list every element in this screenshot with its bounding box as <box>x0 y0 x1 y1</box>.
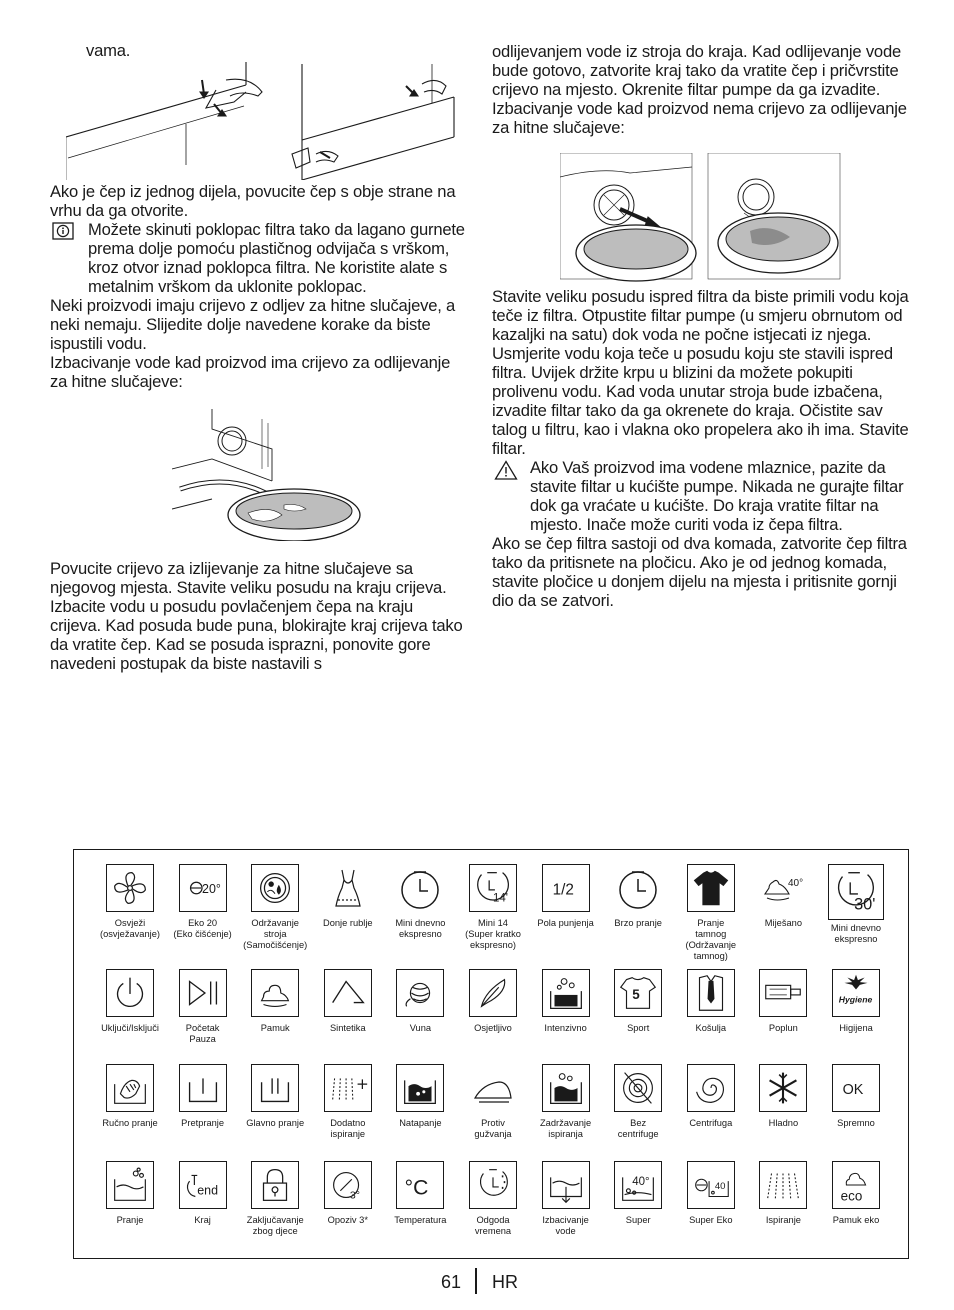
symbol-recall <box>312 1161 384 1226</box>
symbol-label: Pamuk eko <box>832 1215 880 1225</box>
symbol-delay <box>457 1161 529 1237</box>
symbol-half-load <box>530 864 602 929</box>
symbol-clock <box>384 864 456 940</box>
left-paragraph-4: Povucite crijevo za izlijevanje za hitne slučajeve sa njegovog mjesta. Stavite veliku posudu na kraju crijeva. Izbacite vodu u posudu povlačenjem čepa na kraju crijeva. Kad posuda bude puna, blokirajte kraj crijeva tako da vratite čep. Kad se posuda isprazni, ponovite gore navedeni postupak da biste nastavili s <box>50 559 463 673</box>
recall-icon <box>324 1161 372 1209</box>
symbol-fan <box>94 864 166 940</box>
figure-emergency-hose <box>172 409 362 541</box>
symbol-label: Pranje tamnog (Održavanje tamnog) <box>685 918 737 961</box>
symbol-label: Temperatura <box>394 1215 447 1225</box>
symbol-label: Centrifuga <box>689 1118 733 1128</box>
hygiene-value: Hygiene <box>838 994 873 1005</box>
dark-shirt-icon <box>687 864 735 912</box>
symbol-delicate <box>457 969 529 1034</box>
symbol-label: Ručno pranje <box>102 1118 158 1128</box>
symbol-label: Mini 14 (Super kratko ekspresno) <box>465 918 521 950</box>
symbol-rinse-hold <box>530 1064 602 1140</box>
warning-note-text: Ako Vaš proizvod ima vodene mlaznice, pazite da stavite filtar u kućište pumpe. Nikada ne gurajte filtar dok ga vraćate u kućište. Do kraja vratite filtar na mjesto. Inače može curiti voda iz čepa filtra. <box>530 458 904 534</box>
sport-value: 5 <box>632 986 640 1002</box>
symbol-duvet <box>747 969 819 1034</box>
symbols-row-3 <box>94 1064 890 1160</box>
symbol-label: Ispiranje <box>765 1215 801 1225</box>
symbol-label: Pamuk <box>260 1023 290 1033</box>
symbol-intensive <box>530 969 602 1034</box>
symbol-end <box>167 1161 239 1226</box>
info-note <box>50 220 468 296</box>
recall-value: 3° <box>349 1189 360 1202</box>
cotton-eco-value: eco <box>840 1188 863 1204</box>
symbol-label: Početak Pauza <box>185 1023 220 1044</box>
symbol-label: Mini dnevno ekspresno <box>395 918 446 939</box>
symbol-synthetic <box>312 969 384 1034</box>
symbol-spin <box>675 1064 747 1129</box>
symbols-row-1 <box>94 864 890 960</box>
symbol-extra-rinse <box>312 1064 384 1140</box>
symbol-label: Donje rublje <box>322 918 373 928</box>
program-symbols-legend <box>73 849 909 1259</box>
mixed-40-value: 40° <box>788 878 804 889</box>
half-load-icon <box>542 864 590 912</box>
drum-clean-icon <box>251 864 299 912</box>
symbol-sport <box>602 969 674 1034</box>
symbol-label: Eko 20 (Eko čišćenje) <box>173 918 232 939</box>
symbol-label: Opoziv 3* <box>327 1215 368 1225</box>
left-paragraph-2: Neki proizvodi imaju crijevo z odljev za hitne slučajeve, a neki nemaju. Slijedite dolje navedene korake da biste ispustili vodu. <box>50 296 456 353</box>
cotton-icon <box>251 969 299 1017</box>
warning-icon <box>494 460 518 484</box>
symbol-no-spin <box>602 1064 674 1140</box>
symbol-soak <box>384 1064 456 1129</box>
temperature-value: °C <box>405 1176 429 1200</box>
symbol-start-pause <box>167 969 239 1045</box>
left-continued-text: vama. <box>86 41 131 60</box>
eco-20-icon <box>179 864 227 912</box>
symbol-label: Super <box>625 1215 651 1225</box>
symbol-label: Hladno <box>768 1118 799 1128</box>
right-paragraph-3: Stavite veliku posudu ispred filtra da biste primili vodu koja teče iz filtra. Otpustite filtar pumpe (u smjeru obrnutom od kazaljki na satu) dok voda ne počne istjecati iz njega. Usmjerite vodu koja teče u posudu koju ste stavili ispred filtra. Uvijek držite krpu u blizini da možete pokupiti prolivenu vodu. Kad voda unutar stroja bude izbačena, izvadite filtar tako da ga okrenete do kraja. Očistite sav talog u filtru, kao i vlakna oko propelera ako ih ima. Stavite filtar. <box>492 287 909 458</box>
super-40-icon <box>614 1161 662 1209</box>
soak-icon <box>396 1064 444 1112</box>
warning-note <box>492 458 910 534</box>
fan-icon <box>106 864 154 912</box>
symbol-mini-14 <box>457 864 529 951</box>
symbol-wool <box>384 969 456 1034</box>
symbol-label: Spremno <box>837 1118 875 1128</box>
symbol-label: Intenzivno <box>544 1023 587 1033</box>
symbol-super <box>602 1161 674 1226</box>
right-column <box>492 42 910 137</box>
symbol-label: Izbacivanje vode <box>542 1215 589 1236</box>
symbol-label: Protiv gužvanja <box>474 1118 512 1139</box>
end-value: end <box>196 1183 218 1198</box>
figure-cap-removal <box>66 62 458 180</box>
symbol-hygiene <box>820 969 892 1034</box>
figure-filter-drain <box>560 153 842 283</box>
extra-rinse-icon <box>324 1064 372 1112</box>
ok-icon <box>832 1064 880 1112</box>
symbol-label: Bez centrifuge <box>617 1118 659 1139</box>
symbol-label: Osjetljivo <box>474 1023 512 1033</box>
delay-timer-icon <box>469 1161 517 1209</box>
drain-icon <box>542 1161 590 1209</box>
symbol-mixed <box>747 864 819 929</box>
symbol-label: Poplun <box>768 1023 798 1033</box>
symbol-wash <box>94 1161 166 1226</box>
hand-wash-icon <box>106 1064 154 1112</box>
symbol-mini-30 <box>820 864 892 945</box>
hygiene-icon <box>832 969 880 1017</box>
wool-icon <box>396 969 444 1017</box>
symbols-row-4 <box>94 1161 890 1257</box>
symbol-prewash <box>167 1064 239 1129</box>
info-icon <box>52 222 74 244</box>
left-paragraph-3: Izbacivanje vode kad proizvod ima crijevo za odlijevanje za hitne slučajeve: <box>50 353 451 391</box>
mini-14-value: 14' <box>493 892 508 905</box>
iron-icon <box>469 1064 517 1112</box>
symbol-super-eco <box>675 1161 747 1226</box>
symbol-label: Sport <box>627 1023 650 1033</box>
symbol-label: Higijena <box>839 1023 873 1033</box>
symbol-label: Mini dnevno ekspresno <box>830 923 882 944</box>
intensive-icon <box>542 969 590 1017</box>
sport-icon <box>614 969 662 1017</box>
snowflake-icon <box>759 1064 807 1112</box>
symbol-power <box>94 969 166 1034</box>
symbol-shirt <box>675 969 747 1034</box>
rinse-hold-icon <box>542 1064 590 1112</box>
symbol-label: Odgoda vremena <box>474 1215 512 1236</box>
symbol-label: Pretpranje <box>181 1118 225 1128</box>
clock-icon <box>396 864 444 912</box>
no-spin-icon <box>614 1064 662 1112</box>
mixed-40-icon <box>759 864 807 912</box>
symbol-label: Održavanje stroja (Samočišćenje) <box>243 918 308 950</box>
symbol-label: Super Eko <box>689 1215 733 1225</box>
symbol-label: Pranje <box>116 1215 144 1225</box>
symbol-lingerie <box>312 864 384 929</box>
lingerie-icon <box>324 864 372 912</box>
power-icon <box>106 969 154 1017</box>
symbol-dark-wash <box>675 864 747 962</box>
quick-clock-icon <box>614 864 662 912</box>
symbol-hand-wash <box>94 1064 166 1129</box>
symbol-label: Brzo pranje <box>614 918 662 928</box>
symbol-temperature <box>384 1161 456 1226</box>
symbol-cotton-eco <box>820 1161 892 1226</box>
feather-icon <box>469 969 517 1017</box>
symbol-eco-20 <box>167 864 239 940</box>
symbol-child-lock <box>239 1161 311 1237</box>
page-number: 61 <box>441 1272 462 1292</box>
symbol-label: Zadržavanje ispiranja <box>540 1118 592 1139</box>
symbol-label: Miješano <box>764 918 802 928</box>
symbol-label: Natapanje <box>399 1118 442 1128</box>
symbol-label: Sintetika <box>329 1023 366 1033</box>
clock-30-icon <box>828 864 884 920</box>
left-paragraph-1: Ako je čep iz jednog dijela, povucite čep s obje strane na vrhu da ga otvorite. <box>50 182 456 220</box>
symbol-label: Vuna <box>409 1023 432 1033</box>
symbol-quick <box>602 864 674 929</box>
cotton-eco-icon <box>832 1161 880 1209</box>
symbol-label: Kraj <box>194 1215 211 1225</box>
play-pause-icon <box>179 969 227 1017</box>
symbol-label: Košulja <box>695 1023 727 1033</box>
symbol-label: Uključi/Isključi <box>101 1023 159 1033</box>
symbol-rinse <box>747 1161 819 1226</box>
half-load-value: 1/2 <box>552 881 574 899</box>
right-paragraph-4: Ako se čep filtra sastoji od dva komada, zatvorite čep filtra tako da pritisnete na pločicu. Ako je od jednog komada, stavite pločice u donjem dijelu na mjesta i pritisnite gornji dio da se zatvori. <box>492 534 907 610</box>
symbol-cotton <box>239 969 311 1034</box>
padlock-icon <box>251 1161 299 1209</box>
end-icon <box>179 1161 227 1209</box>
symbol-label: Dodatno ispiranje <box>330 1118 366 1139</box>
wash-tub-icon <box>106 1161 154 1209</box>
symbol-label: Zaključavanje zbog djece <box>246 1215 304 1236</box>
duvet-icon <box>759 969 807 1017</box>
symbol-main-wash <box>239 1064 311 1129</box>
symbol-anti-crease <box>457 1064 529 1140</box>
prewash-icon <box>179 1064 227 1112</box>
symbols-row-2 <box>94 969 890 1065</box>
ok-value: OK <box>842 1081 864 1098</box>
right-paragraph-2: Izbacivanje vode kad proizvod nema crijevo za odlijevanje za hitne slučajeve: <box>492 99 907 137</box>
eco-20-value: 20° <box>201 881 221 896</box>
super-eco-40-icon <box>687 1161 735 1209</box>
symbol-label: Osvježi (osvježavanje) <box>100 918 160 939</box>
symbol-label: Glavno pranje <box>246 1118 305 1128</box>
symbol-drain <box>530 1161 602 1237</box>
symbol-drum-clean <box>239 864 311 951</box>
info-note-text: Možete skinuti poklopac filtra tako da lagano gurnete prema dolje pomoću plastičnog odvijača s vrškom, kroz otvor iznad poklopca filtra. Ne koristite alate s metalnim vrškom da uklonite poklopac. <box>88 220 465 296</box>
rinse-icon <box>759 1161 807 1209</box>
footer-divider <box>475 1268 477 1294</box>
right-column-lower <box>492 287 910 610</box>
super-40-value: 40° <box>632 1176 650 1188</box>
symbol-label: Pola punjenja <box>537 918 594 928</box>
clock-14-icon <box>469 864 517 912</box>
language-code: HR <box>492 1272 518 1292</box>
symbol-cold <box>747 1064 819 1129</box>
spin-icon <box>687 1064 735 1112</box>
right-paragraph-1: odlijevanjem vode iz stroja do kraja. Kad odlijevanje vode bude gotovo, zatvorite kraj tako da vratite čep i pričvrstite crijevo na mjesto. Okrenite filtar pumpe da ga izvadite. <box>492 42 902 99</box>
main-wash-icon <box>251 1064 299 1112</box>
super-eco-40-value: 40 <box>714 1180 726 1192</box>
temperature-icon <box>396 1161 444 1209</box>
shirt-tie-icon <box>687 969 735 1017</box>
synthetic-icon <box>324 969 372 1017</box>
symbol-ready <box>820 1064 892 1129</box>
mini-30-value: 30' <box>854 895 876 914</box>
